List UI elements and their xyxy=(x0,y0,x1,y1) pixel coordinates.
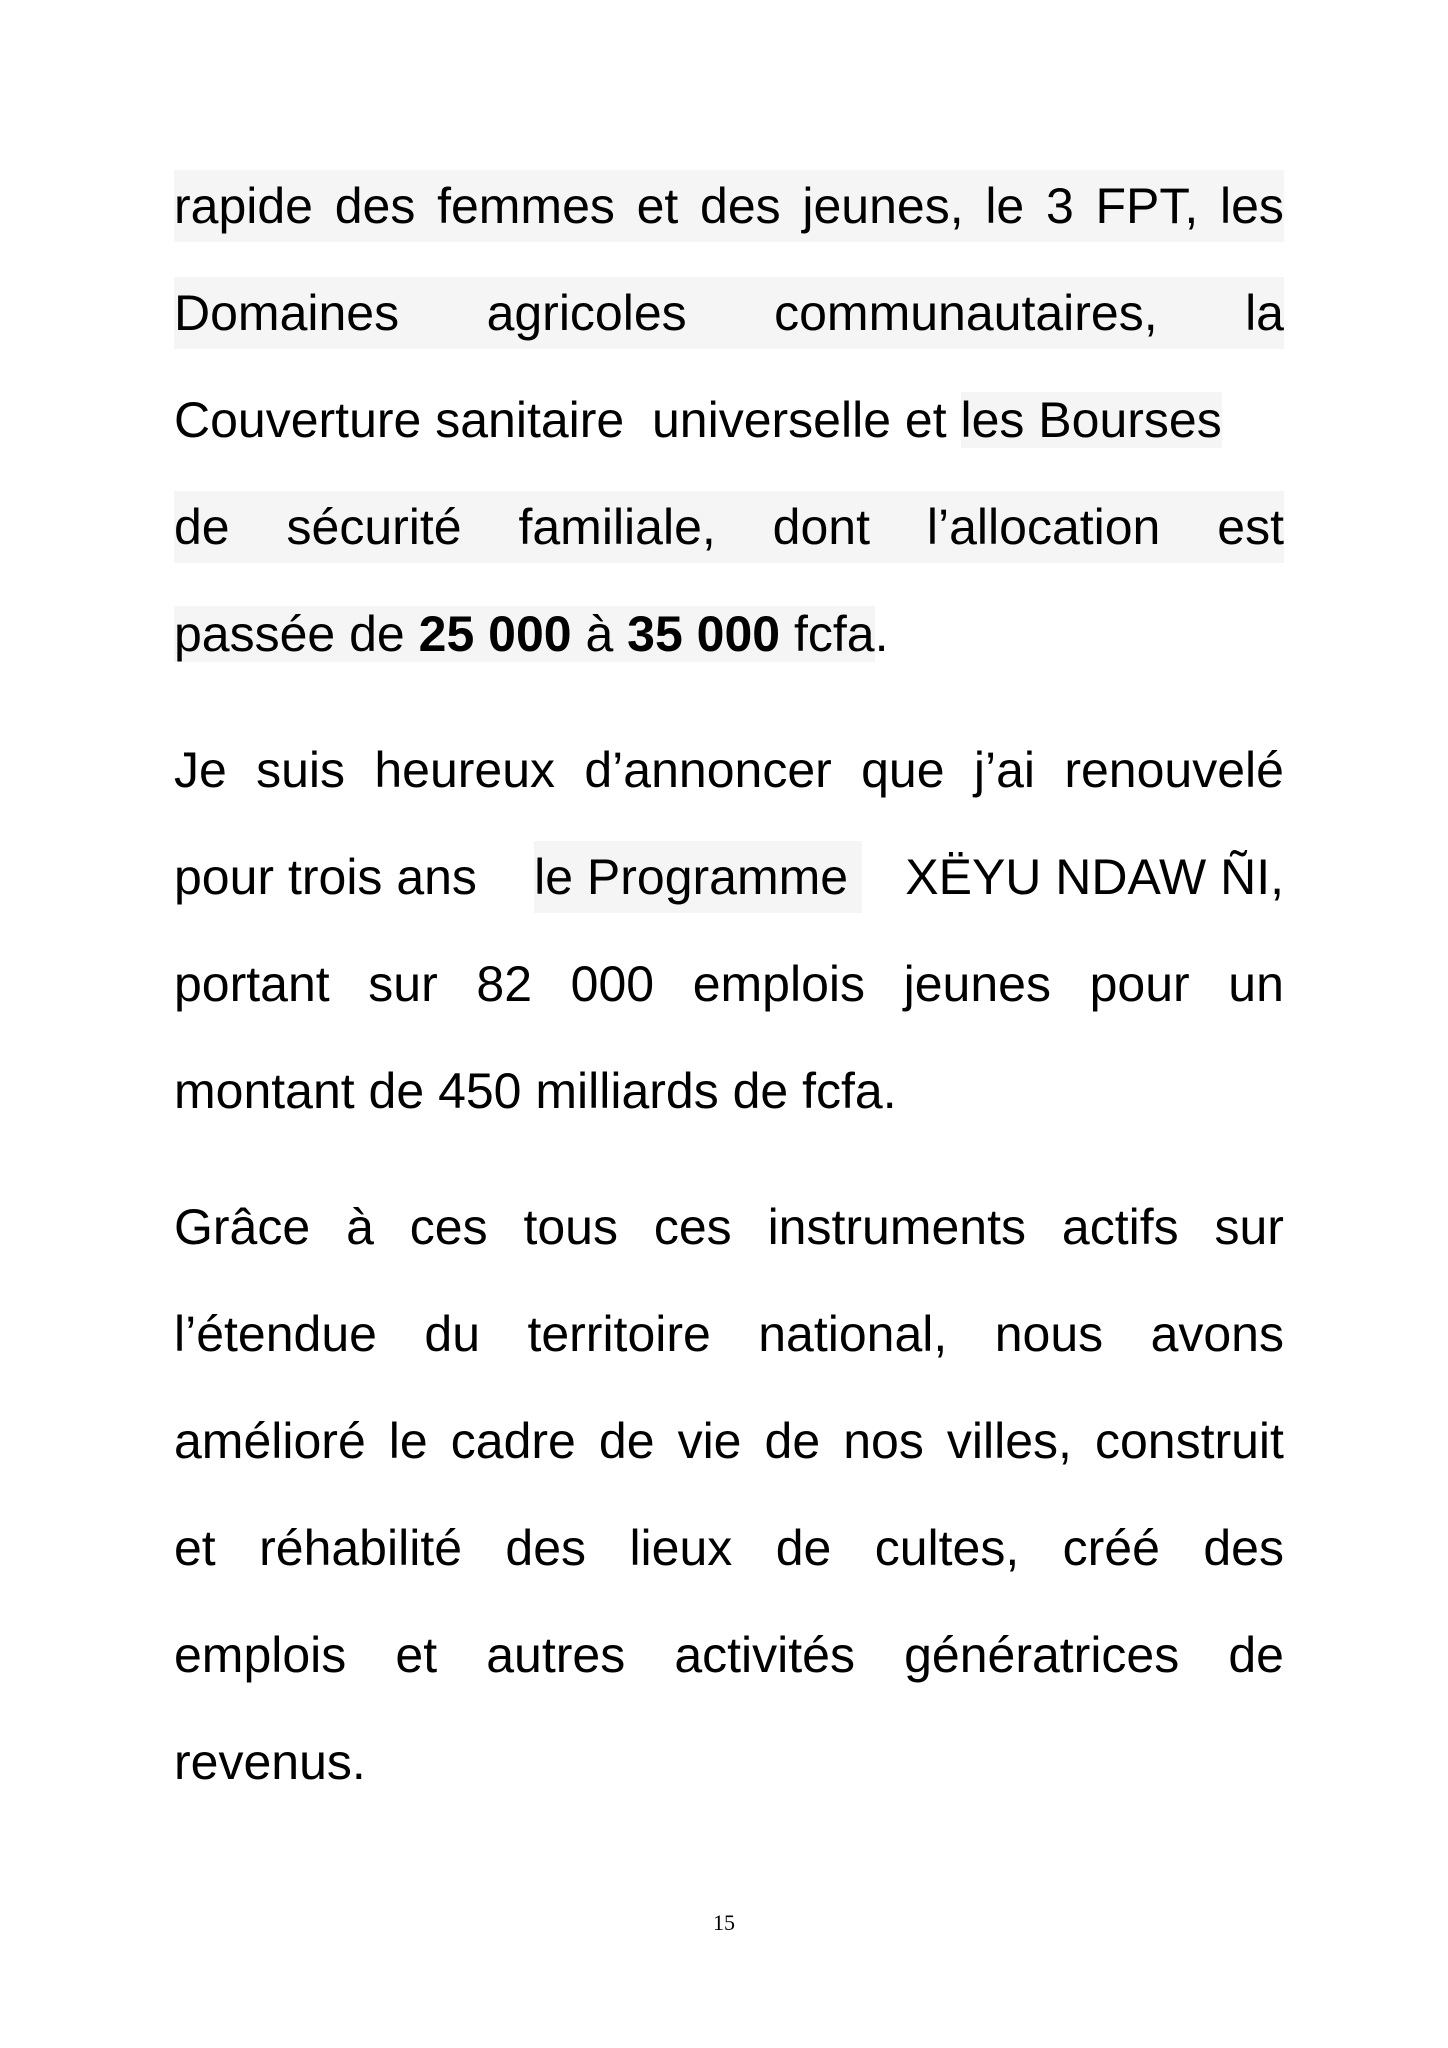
word: portant xyxy=(174,956,330,1012)
paragraph-3-line-6 xyxy=(174,1726,1284,1798)
word: j’ai xyxy=(973,742,1035,798)
word: activités xyxy=(674,1627,855,1683)
word: des xyxy=(1203,1520,1284,1576)
word: lieux xyxy=(629,1520,733,1576)
word: Domaines xyxy=(174,285,400,341)
word: de xyxy=(775,1520,832,1576)
word: génératrices xyxy=(904,1627,1180,1683)
word: et xyxy=(636,178,679,234)
text: à xyxy=(571,606,628,662)
word: que xyxy=(861,742,945,798)
word: femmes xyxy=(437,178,615,234)
amount-old: 25 000 xyxy=(418,606,572,662)
highlighted-text: les Bourses xyxy=(960,392,1222,448)
word: tous xyxy=(523,1199,618,1255)
word: les xyxy=(1220,178,1284,234)
word: de xyxy=(764,1413,821,1469)
period: . xyxy=(874,606,889,662)
word: heureux xyxy=(374,742,556,798)
text: fcfa xyxy=(780,606,875,662)
word: territoire xyxy=(527,1306,711,1362)
word: 82 xyxy=(476,956,533,1012)
word: agricoles xyxy=(486,285,687,341)
line-text: Couverture sanitaire universelle et xyxy=(174,392,961,448)
word: Je xyxy=(174,742,227,798)
word: des xyxy=(334,178,416,234)
word: un xyxy=(1228,956,1284,1012)
line-text: revenus. xyxy=(174,1734,366,1790)
word: de xyxy=(598,1413,655,1469)
word: villes, xyxy=(946,1413,1072,1469)
word: ces xyxy=(653,1199,732,1255)
line-text xyxy=(174,170,1284,242)
word: du xyxy=(424,1306,481,1362)
word: ces xyxy=(409,1199,488,1255)
highlighted-text xyxy=(174,606,875,662)
word: et xyxy=(174,1520,216,1576)
word: familiale, xyxy=(518,499,716,555)
word: FPT, xyxy=(1095,178,1199,234)
word: le xyxy=(388,1413,428,1469)
word: pour xyxy=(1089,956,1190,1012)
word: l’allocation xyxy=(926,499,1161,555)
word: de xyxy=(1228,1627,1284,1683)
word: des xyxy=(505,1520,587,1576)
paragraph-1-line-1 xyxy=(174,170,1284,242)
paragraph-1-line-3 xyxy=(174,384,1284,456)
word: nous xyxy=(994,1306,1104,1362)
paragraph-1-line-5 xyxy=(174,598,1284,670)
word: amélioré xyxy=(174,1413,366,1469)
program-name-highlight: le Programme xyxy=(534,841,862,913)
word: créé xyxy=(1062,1520,1160,1576)
page-number: 15 xyxy=(713,1910,735,1935)
word: renouvelé xyxy=(1064,742,1284,798)
word: sur xyxy=(368,956,438,1012)
word: suis xyxy=(256,742,346,798)
paragraph-1-line-4 xyxy=(174,491,1284,563)
word: 000 xyxy=(570,956,655,1012)
line-text: montant de 450 milliards de fcfa. xyxy=(174,1063,897,1119)
paragraph-2-line-2 xyxy=(174,841,1284,913)
word: national, xyxy=(758,1306,948,1362)
paragraph-2-line-4 xyxy=(174,1055,1284,1127)
word: Grâce xyxy=(174,1199,311,1255)
word: instruments xyxy=(767,1199,1027,1255)
word: des xyxy=(700,178,781,234)
word: l’étendue xyxy=(174,1306,377,1362)
paragraph-2-line-1 xyxy=(174,734,1284,806)
word: avons xyxy=(1150,1306,1284,1362)
paragraph-3-line-5 xyxy=(174,1619,1284,1691)
paragraph-2-line-3 xyxy=(174,948,1284,1020)
paragraph-3-line-2 xyxy=(174,1298,1284,1370)
word: communautaires, xyxy=(774,285,1158,341)
word: réhabilité xyxy=(259,1520,463,1576)
word: cultes, xyxy=(874,1520,1020,1576)
word: sur xyxy=(1214,1199,1284,1255)
word: jeunes xyxy=(903,956,1051,1012)
word: et xyxy=(395,1627,438,1683)
word: construit xyxy=(1094,1413,1284,1469)
word: de xyxy=(174,499,230,555)
word: la xyxy=(1245,285,1284,341)
paragraph-3-line-4 xyxy=(174,1512,1284,1584)
paragraph-3-line-3 xyxy=(174,1405,1284,1477)
line-text: pour trois ans xyxy=(174,849,491,905)
word: d’annoncer xyxy=(584,742,832,798)
paragraph-3-line-1 xyxy=(174,1191,1284,1263)
text: passée de xyxy=(174,606,419,662)
program-name: XËYU NDAW ÑI, xyxy=(905,849,1284,905)
word: autres xyxy=(486,1627,626,1683)
word: actifs xyxy=(1061,1199,1179,1255)
word: rapide xyxy=(174,178,313,234)
word: dont xyxy=(772,499,870,555)
word: est xyxy=(1217,499,1284,555)
word: jeunes, xyxy=(802,178,964,234)
word: emplois xyxy=(174,1627,347,1683)
paragraph-1-line-2 xyxy=(174,277,1284,349)
amount-new: 35 000 xyxy=(627,606,781,662)
word: emplois xyxy=(692,956,865,1012)
word: cadre xyxy=(450,1413,576,1469)
word: sécurité xyxy=(286,499,462,555)
word: nos xyxy=(843,1413,924,1469)
word: le xyxy=(985,178,1025,234)
word: 3 xyxy=(1045,178,1074,234)
word: à xyxy=(346,1199,374,1255)
word: vie xyxy=(677,1413,742,1469)
